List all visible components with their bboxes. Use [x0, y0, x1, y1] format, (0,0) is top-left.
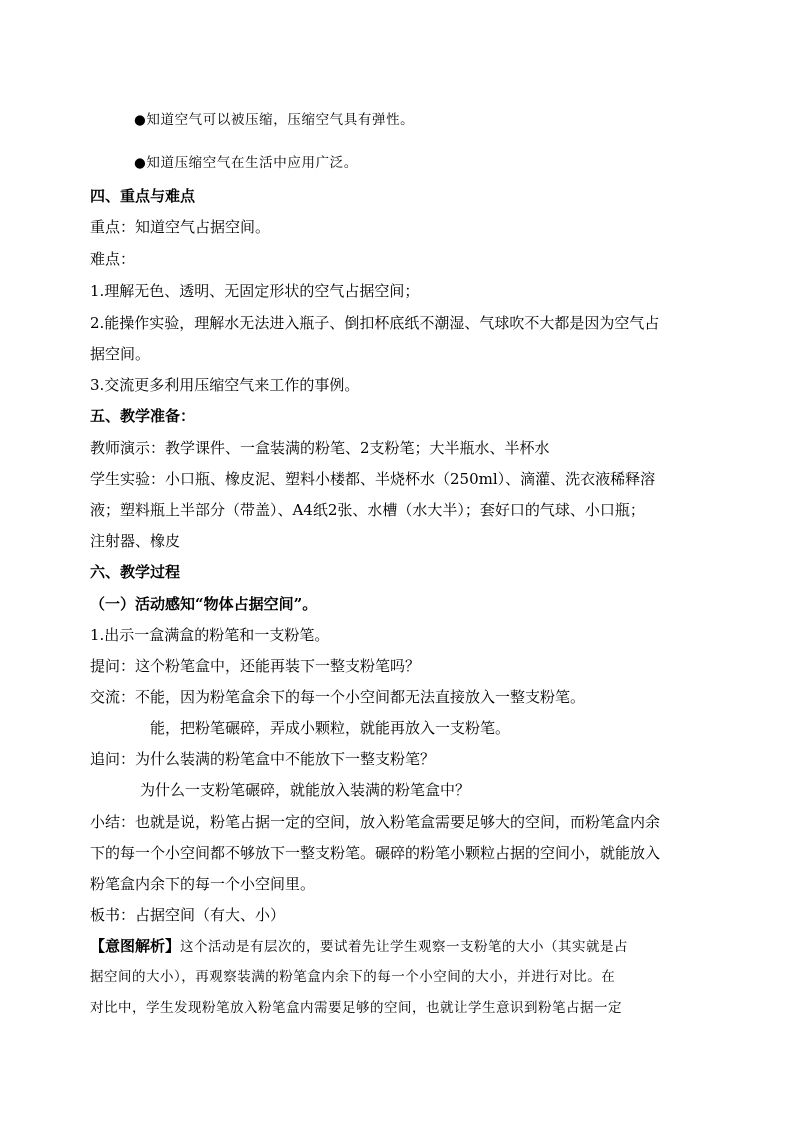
activity-heading: （一）活动感知“物体占据空间”。	[90, 595, 318, 613]
process-line: 提问：这个粉笔盒中，还能再装下一整支粉笔吗？	[90, 657, 421, 675]
process-line: 下的每一个小空间都不够放下一整支粉笔。碾碎的粉笔小颗粒占据的空间小，就能放入	[90, 844, 661, 862]
student-materials-line-3: 注射器、橡皮	[90, 532, 181, 550]
process-line: 1.出示一盒满盒的粉笔和一支粉笔。	[90, 626, 330, 644]
section-heading-preparation: 五、教学准备：	[90, 407, 196, 425]
process-line: 交流：不能，因为粉笔盒余下的每一个小空间都无法直接放入一整支粉笔。	[90, 688, 586, 706]
student-materials-line-2: 液；塑料瓶上半部分（带盖）、A4纸2张、水槽（水大半）；套好口的气球、小口瓶；	[90, 501, 645, 519]
process-line: 为什么一支粉笔碾碎，就能放入装满的粉笔盒中？	[140, 781, 471, 799]
process-line: 能，把粉笔碾碎，弄成小颗粒，就能再放入一支粉笔。	[150, 719, 511, 737]
difficulty-item-2-cont: 据空间。	[90, 345, 151, 363]
difficulty-item-1: 1.理解无色、透明、无固定形状的空气占据空间；	[90, 282, 420, 300]
section-heading-key-points: 四、重点与难点	[90, 187, 196, 205]
analysis-line-2: 据空间的大小），再观察装满的粉笔盒内余下的每一个小空间的大小，并进行对比。在	[90, 969, 616, 985]
process-line: 追问：为什么装满的粉笔盒中不能放下一整支粉笔？	[90, 750, 436, 768]
process-line: 板书：占据空间（有大、小）	[90, 906, 286, 924]
analysis-line-3: 对比中，学生发现粉笔放入粉笔盒内需要足够的空间，也就让学生意识到粉笔占据一定	[90, 1000, 622, 1016]
student-materials-line-1: 学生实验：小口瓶、橡皮泥、塑料小楼都、半烧杯水（250ml）、滴灌、洗衣液稀释溶	[90, 470, 656, 488]
analysis-tag: 【意图解析】	[90, 937, 181, 955]
difficulty-item-3: 3.交流更多利用压缩空气来工作的事例。	[90, 376, 360, 394]
teacher-demo-materials: 教师演示：教学课件、一盒装满的粉笔、2支粉笔；大半瓶水、半杯水	[90, 439, 550, 457]
process-line: 小结：也就是说，粉笔占据一定的空间，放入粉笔盒需要足够大的空间，而粉笔盒内余	[90, 813, 661, 831]
section-heading-process: 六、教学过程	[90, 563, 181, 581]
difficulty-item-2: 2.能操作实验，理解水无法进入瓶子、倒扣杯底纸不潮湿、气球吹不大都是因为空气占	[90, 314, 660, 332]
objective-bullet-1: ●知道空气可以被压缩，压缩空气具有弹性。	[134, 112, 415, 128]
analysis-text: 这个活动是有层次的，要试着先让学生观察一支粉笔的大小（其实就是占	[180, 939, 629, 955]
process-line: 粉笔盒内余下的每一个小空间里。	[90, 875, 316, 893]
key-point-text: 重点：知道空气占据空间。	[90, 218, 271, 236]
analysis-line-1	[90, 935, 628, 958]
difficulty-label: 难点：	[90, 250, 136, 268]
objective-bullet-2: ●知道压缩空气在生活中应用广泛。	[134, 155, 358, 171]
